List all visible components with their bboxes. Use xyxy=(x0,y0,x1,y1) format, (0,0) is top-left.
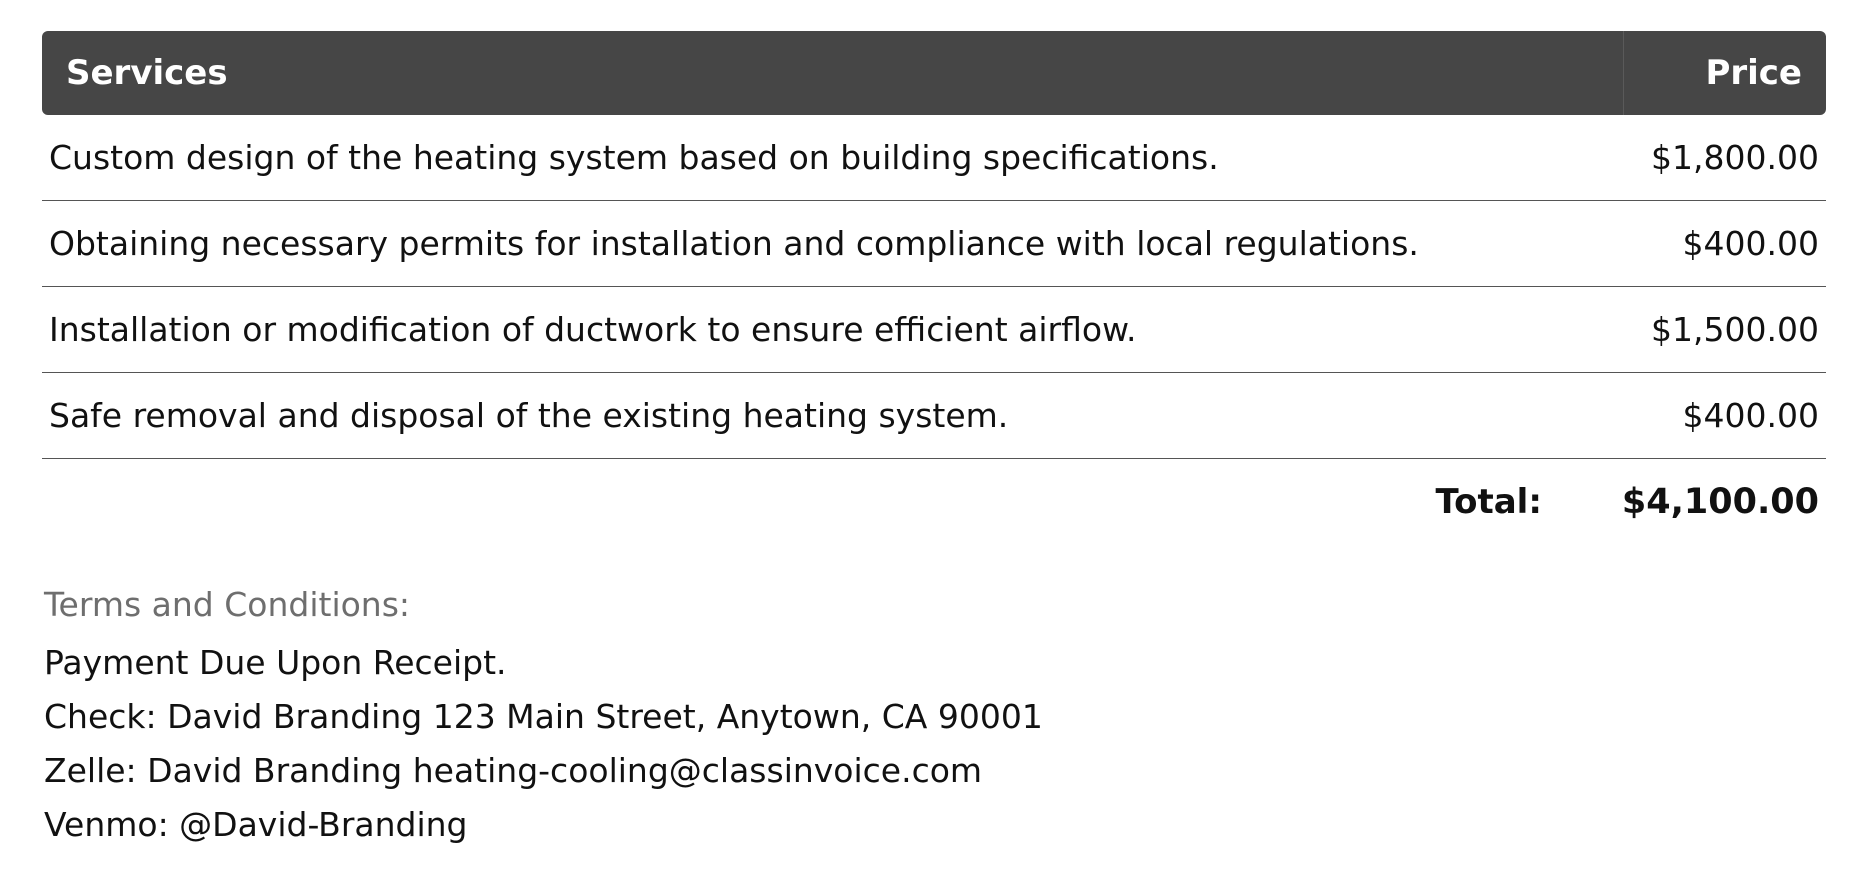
terms-title: Terms and Conditions: xyxy=(44,585,411,624)
terms-line-check: Check: David Branding 123 Main Street, Anytown, CA 90001 xyxy=(44,697,1043,736)
service-price: $1,800.00 xyxy=(1651,138,1819,177)
terms-line-payment: Payment Due Upon Receipt. xyxy=(44,643,507,682)
total-label: Total: xyxy=(1435,482,1542,522)
table-row xyxy=(42,201,1826,287)
services-table xyxy=(42,31,1826,545)
header-divider xyxy=(1623,31,1624,115)
table-row xyxy=(42,373,1826,459)
table-row xyxy=(42,287,1826,373)
service-price: $1,500.00 xyxy=(1651,310,1819,349)
table-header xyxy=(42,31,1826,115)
terms-line-venmo: Venmo: @David-Branding xyxy=(44,805,468,844)
service-price: $400.00 xyxy=(1682,224,1819,263)
service-description: Safe removal and disposal of the existing heating system. xyxy=(49,396,1009,435)
service-description: Custom design of the heating system based on building specifications. xyxy=(49,138,1219,177)
service-description: Installation or modification of ductwork to ensure efficient airflow. xyxy=(49,310,1137,349)
total-value: $4,100.00 xyxy=(1621,482,1819,522)
service-description: Obtaining necessary permits for installation and compliance with local regulations. xyxy=(49,224,1419,263)
terms-section xyxy=(44,580,1043,852)
header-services: Services xyxy=(66,53,228,93)
terms-line-zelle: Zelle: David Branding heating-cooling@classinvoice.com xyxy=(44,751,983,790)
service-price: $400.00 xyxy=(1682,396,1819,435)
total-row xyxy=(42,459,1826,545)
table-row xyxy=(42,115,1826,201)
header-price: Price xyxy=(1705,53,1802,93)
